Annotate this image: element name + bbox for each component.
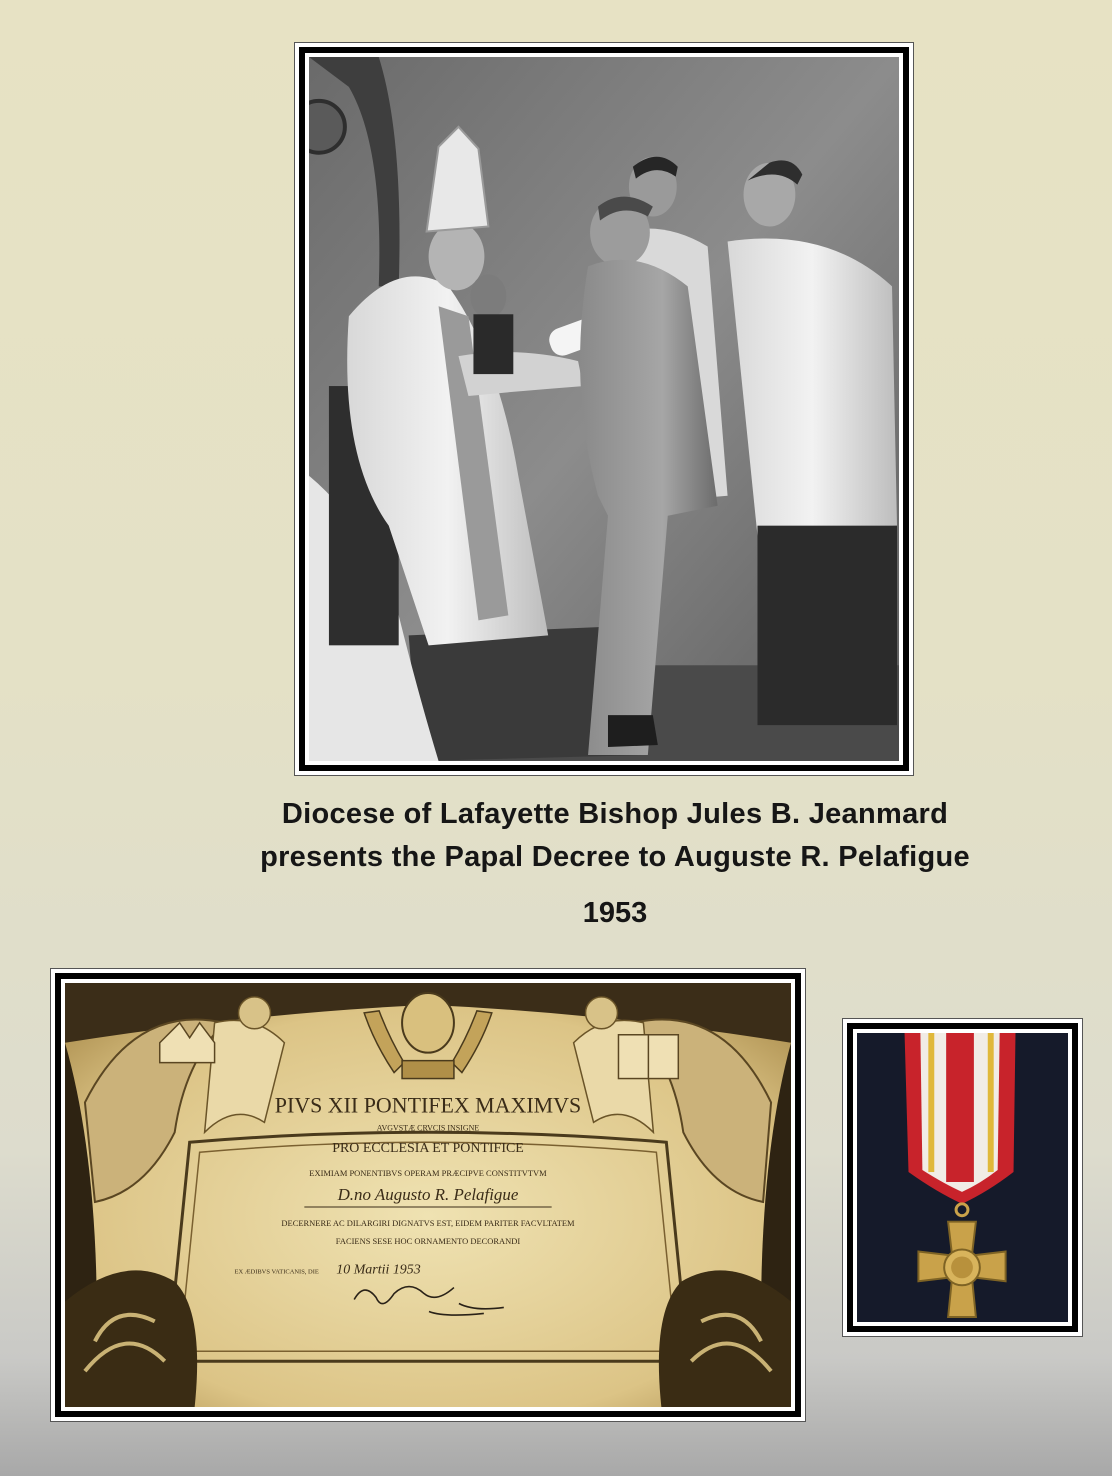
decree-line-1: EXIMIAM PONENTIBVS OPERAM PRÆCIPVE CONSTITVTVM xyxy=(309,1168,547,1179)
decree-date-prefix: EX ÆDIBVS VATICANIS, DIE xyxy=(234,1268,319,1276)
caption-line-1: Diocese of Lafayette Bishop Jules B. Jeanmard xyxy=(281,798,949,830)
decree-line-3: FACIENS SESE HOC ORNAMENTO DECORANDI xyxy=(335,1235,521,1246)
medal-photo-frame xyxy=(842,1018,1083,1337)
papal-decree-frame xyxy=(50,968,806,1422)
decree-heading: PRO ECCLESIA ET PONTIFICE xyxy=(332,1141,524,1157)
decree-title: PIVS XII PONTIFEX MAXIMVS xyxy=(274,1092,582,1118)
caption-year: 1953 xyxy=(582,897,648,929)
ceremony-photo-frame xyxy=(294,42,914,776)
decree-line-2: DECERNERE AC DILARGIRI DIGNATVS EST, EIDEM PARITER FACVLTATEM xyxy=(281,1217,575,1228)
decree-subtitle: AVGVSTÆ CRVCIS INSIGNE xyxy=(376,1123,480,1133)
photo-caption xyxy=(150,793,1080,879)
decree-recipient: D.no Augusto R. Pelafigue xyxy=(337,1184,519,1204)
papal-decree-image xyxy=(65,983,791,1407)
papal-decree-document xyxy=(65,983,791,1407)
pro-ecclesia-medal-image xyxy=(857,1033,1068,1322)
ceremony-photo-image xyxy=(309,57,899,761)
medal-photo xyxy=(857,1033,1068,1322)
decree-date: 10 Martii 1953 xyxy=(336,1262,421,1278)
caption-line-2: presents the Papal Decree to Auguste R. Pelafigue xyxy=(260,841,970,873)
ceremony-photo xyxy=(309,57,899,761)
